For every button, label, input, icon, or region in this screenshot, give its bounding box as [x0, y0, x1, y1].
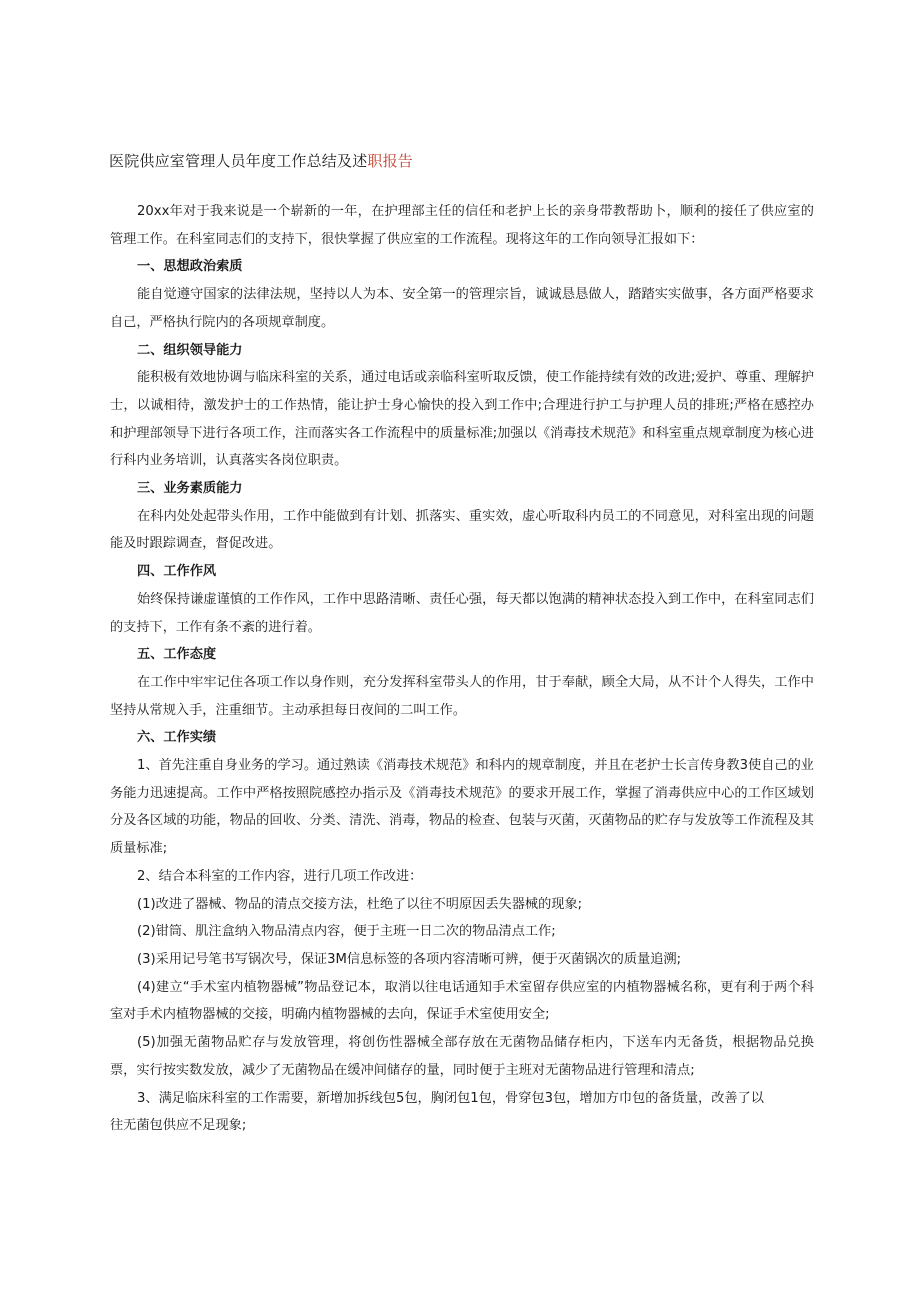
section-1-paragraph: 能自觉遵守国家的法律法规，坚持以人为本、安全第一的管理宗旨，诚诚恳恳做人，踏踏实实做事，各方面严格要求自己，严格执行院内的各项规章制度。 — [110, 287, 814, 330]
improvement-item-4: (4)建立“手术室内植物器械”物品登记本，取消以往电话通知手术室留存供应室的内植物器械名称，更有利于两个科室对手术内植物器械的交接，明确内植物器械的去向，保证手术室使用安全; — [110, 979, 814, 1023]
section-heading-2: 二、组织领导能力 — [137, 342, 243, 358]
improvement-item-5: (5)加强无菌物品贮存与发放管理，将创伤性器械全部存放在无菌物品储存柜内，下送车内无备货，根据物品兑换票，实行按实数发放，减少了无菌物品在缓冲间储存的量，同时便于主班对无菌物品进行管理和清点; — [110, 1035, 814, 1078]
document-title — [109, 150, 413, 171]
achievement-item-2: 2、结合本科室的工作内容，进行几项工作改进： — [137, 868, 423, 884]
improvement-item-3: (3)采用记号笔书写锅次号，保证3M信息标签的各项内容清晰可辨，便于灭菌锅次的质量追溯; — [137, 951, 682, 967]
section-heading-4: 四、工作作风 — [137, 564, 217, 580]
section-2-paragraph: 能积极有效地协调与临床科室的关系，通过电话或亲临科室听取反馈，使工作能持续有效的改进;爱护、尊重、理解护士，以诚相待，激发护士的工作热情，能让护士身心愉快的投入到工作中;合理进行护工与护理人员的排班;严格在感控办和护理部领导下进行各项工作，注而落实各工作流程中的质量标准;加强以《消毒技术规范》和科室重点规章制度为核心进行科内业务培训，认真落实各岗位职责。 — [110, 370, 815, 469]
section-3-paragraph: 在科内处处起带头作用，工作中能做到有计划、抓落实、重实效，虚心听取科内员工的不同意见，对科室出现的问题能及时跟踪调查，督促改进。 — [110, 508, 814, 552]
achievement-item-1: 1、首先注重自身业务的学习。通过熟读《消毒技术规范》和科内的规章制度，并且在老护士长言传身教3使自己的业务能力迅速提高。工作中严格按照院感控办指示及《消毒技术规范》的要求开展工作，掌握了消毒供应中心的工作区域划分及各区域的功能，物品的回收、分类、清洗、消毒，物品的检查、包装与灭菌，灭菌物品的贮存与发放等工作流程及其质量标准; — [110, 758, 814, 857]
section-heading-6: 六、工作实绩 — [137, 730, 217, 746]
section-5-paragraph: 在工作中牢牢记住各项工作以身作则，充分发挥科室带头人的作用，甘于奉献，顾全大局，从不计个人得失，工作中坚持从常规入手，注重细节。主动承担每日夜间的二叫工作。 — [110, 674, 814, 718]
section-heading-3: 三、业务素质能力 — [137, 481, 243, 497]
improvement-item-2: (2)钳筒、肌注盒纳入物品清点内容，便于主班一日二次的物品清点工作; — [137, 924, 556, 940]
achievement-item-3: 3、满足临床科室的工作需要，新增加拆线包5包，胸闭包1包，骨穿包3包，增加方巾包的备货量，改善了以 — [137, 1090, 764, 1106]
document-body — [110, 198, 814, 1140]
title-red-part: 职报告 — [367, 152, 414, 170]
section-4-paragraph: 始终保持谦虚谨慎的工作作风，工作中思路清晰、责任心强，每天都以饱满的精神状态投入到工作中，在科室同志们的支持下，工作有条不紊的进行着。 — [110, 591, 814, 635]
section-heading-1: 一、思想政治索质 — [137, 259, 243, 275]
section-heading-5: 五、工作态度 — [137, 647, 217, 663]
title-main: 医院供应室管理人员年度工作总结及述 — [109, 152, 368, 170]
intro-paragraph: 20xx年对于我来说是一个崭新的一年，在护理部主任的信任和老护上长的亲身带教帮助卜，顺利的接任了供应室的管理工作。在科室同志们的支持下，很快掌握了供应室的工作流程。现将这年的工作向领导汇报如下： — [110, 204, 814, 247]
achievement-item-3-continued: 往无菌包供应不足现象; — [110, 1118, 247, 1134]
improvement-item-1: (1)改进了器械、物品的清点交接方法，杜绝了以往不明原因丢失器械的现象; — [137, 896, 583, 912]
